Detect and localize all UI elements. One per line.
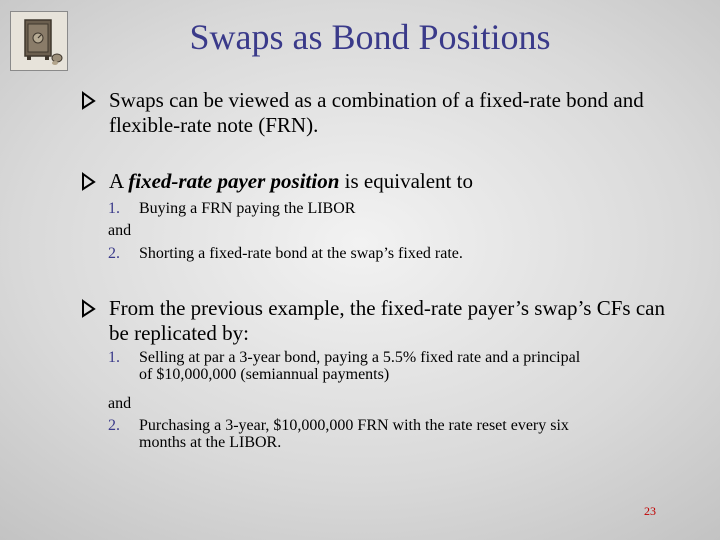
arrow-bullet-icon (80, 296, 100, 318)
slide-title: Swaps as Bond Positions (189, 17, 551, 57)
sub-item-number: 1. (108, 349, 120, 366)
sub-item-text-continued: months at the LIBOR. (139, 434, 282, 451)
sub-item-number: 2. (108, 417, 120, 434)
sub-item-text: Selling at par a 3-year bond, paying a 5.5% fixed rate and a principal (139, 349, 581, 366)
sub-item (108, 200, 355, 217)
bullet-item (80, 88, 720, 138)
sub-item (108, 417, 569, 451)
page-number: 23 (644, 504, 656, 518)
sub-item-text-continued: of $10,000,000 (semiannual payments) (139, 366, 390, 383)
sub-item-text: Shorting a fixed-rate bond at the swap’s fixed rate. (139, 245, 463, 262)
bullet-item (80, 169, 473, 194)
arrow-bullet-icon (80, 169, 100, 191)
bullet-text (109, 169, 473, 194)
sub-item (108, 245, 463, 262)
bullet-text-part: is equivalent to (339, 169, 473, 193)
sub-item-text: Purchasing a 3-year, $10,000,000 FRN with the rate reset every six (139, 417, 569, 434)
connector-text: and (108, 395, 132, 412)
bullet-emphasis: fixed-rate payer position (128, 169, 340, 193)
arrow-bullet-icon (80, 88, 100, 110)
bullet-item (80, 296, 669, 346)
sub-item-number: 1. (108, 200, 120, 217)
bullet-text: From the previous example, the fixed-rate payer’s swap’s CFs can be replicated by: (109, 296, 665, 345)
safe-vault-icon (10, 11, 68, 71)
sub-item (108, 349, 580, 383)
bullet-text: Swaps can be viewed as a combination of a fixed-rate bond and flexible-rate note (FRN). (109, 88, 644, 137)
sub-item-number: 2. (108, 245, 120, 262)
bullet-text-part: A (109, 169, 129, 193)
sub-item-text: Buying a FRN paying the LIBOR (139, 200, 356, 217)
connector-text: and (108, 222, 132, 239)
